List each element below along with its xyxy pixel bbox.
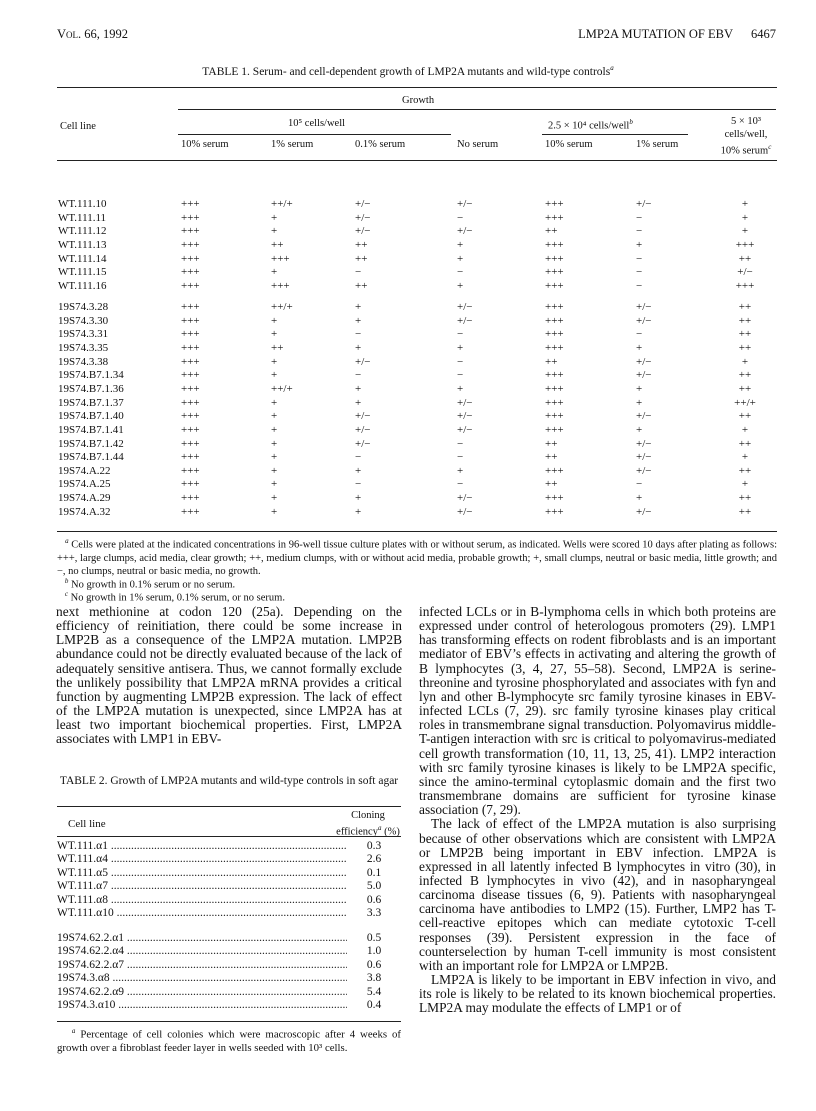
table2-title: TABLE 2. Growth of LMP2A mutants and wild-type controls in soft agar bbox=[59, 775, 399, 787]
cell-line-name: WT.111.α7 ..... bbox=[57, 880, 347, 893]
cell-line-name: WT.111.16 bbox=[58, 279, 107, 292]
cell-line-name: 19S74.62.2.α1 ..... bbox=[57, 932, 347, 945]
growth-value: − bbox=[636, 328, 643, 341]
growth-value: +/− bbox=[636, 505, 652, 518]
table-row bbox=[57, 907, 401, 920]
growth-value: +/− bbox=[355, 198, 371, 210]
cell-line-name: WT.111.α5 ..... bbox=[57, 867, 347, 880]
growth-value: +/− bbox=[457, 225, 473, 238]
growth-value: +++ bbox=[181, 355, 200, 368]
cell-line-name: WT.111.10 bbox=[58, 198, 107, 210]
growth-value: ++ bbox=[738, 369, 752, 382]
growth-value: + bbox=[271, 464, 278, 477]
table-row bbox=[57, 972, 401, 985]
growth-value: +/− bbox=[636, 464, 652, 477]
growth-value: +++ bbox=[181, 478, 200, 491]
growth-value: + bbox=[457, 279, 464, 292]
cell-line-name: 19S74.B7.1.44 bbox=[58, 451, 124, 464]
growth-value: +++ bbox=[181, 266, 200, 279]
growth-value: + bbox=[355, 464, 362, 477]
cell-line-name: WT.111.15 bbox=[58, 266, 107, 279]
growth-value: +++ bbox=[545, 505, 564, 518]
cell-line-name: 19S74.3.α8 ..... bbox=[57, 972, 347, 985]
growth-value: ++ bbox=[738, 464, 752, 477]
growth-value: +++ bbox=[181, 423, 200, 436]
cloning-efficiency-value: 3.8 bbox=[366, 972, 382, 985]
growth-value: ++ bbox=[738, 301, 752, 313]
growth-value: ++ bbox=[738, 410, 752, 423]
growth-value: +/− bbox=[636, 198, 652, 210]
cloning-efficiency-value: 2.6 bbox=[366, 853, 382, 866]
growth-value: +++ bbox=[181, 211, 200, 224]
growth-value: ++ bbox=[738, 341, 752, 354]
cell-line-name: 19S74.A.29 bbox=[58, 492, 111, 505]
subhead-3: No serum bbox=[457, 139, 499, 150]
growth-value: +++ bbox=[181, 492, 200, 505]
right-column-text bbox=[419, 605, 776, 1016]
cell-line-name: WT.111.12 bbox=[58, 225, 107, 238]
growth-value: +/− bbox=[355, 437, 371, 450]
growth-value: + bbox=[741, 211, 749, 224]
table-rule bbox=[57, 836, 401, 837]
table1-caption bbox=[0, 64, 816, 78]
table-row bbox=[57, 853, 401, 866]
growth-value: +++ bbox=[545, 369, 564, 382]
growth-value: +++ bbox=[181, 369, 200, 382]
growth-value: − bbox=[636, 279, 643, 292]
growth-value: +++ bbox=[545, 492, 564, 505]
growth-value: +++ bbox=[181, 341, 200, 354]
cell-line-name: 19S74.A.25 bbox=[58, 478, 111, 491]
cell-line-name: 19S74.3.30 bbox=[58, 314, 109, 327]
growth-value: +++ bbox=[181, 301, 200, 313]
growth-value: ++ bbox=[738, 505, 752, 518]
growth-value: +/− bbox=[636, 369, 652, 382]
growth-value: ++/+ bbox=[271, 198, 293, 210]
cell-line-name: 19S74.62.2.α4 ..... bbox=[57, 945, 347, 958]
subhead-2: 0.1% serum bbox=[355, 139, 406, 150]
table-row bbox=[57, 840, 401, 853]
growth-value: +++ bbox=[545, 464, 564, 477]
growth-value: + bbox=[355, 314, 362, 327]
growth-value: − bbox=[636, 266, 643, 279]
growth-value: + bbox=[271, 492, 278, 505]
growth-value: + bbox=[457, 382, 464, 395]
growth-value: +/− bbox=[355, 410, 371, 423]
page-number: 6467 bbox=[751, 27, 776, 41]
cell-line-name: WT.111.13 bbox=[58, 238, 107, 251]
growth-value: +/− bbox=[457, 505, 473, 518]
growth-value: − bbox=[355, 478, 362, 491]
growth-value: +++ bbox=[181, 238, 200, 251]
growth-value: +++ bbox=[181, 225, 200, 238]
growth-value: +++ bbox=[181, 328, 200, 341]
table-rule bbox=[178, 109, 776, 110]
growth-value: + bbox=[457, 464, 464, 477]
cell-line-name: 19S74.B7.1.40 bbox=[58, 410, 124, 423]
cell-line-name: 19S74.3.38 bbox=[58, 355, 109, 368]
cell-line-name: WT.111.11 bbox=[58, 211, 107, 224]
growth-value: ++/+ bbox=[271, 382, 293, 395]
growth-value: +++ bbox=[545, 382, 564, 395]
growth-value: +++ bbox=[181, 198, 200, 210]
table2-footnote: $^a$ Percentage of cell colonies which were macroscopic after 4 weeks of growth over a fibroblast feeder layer in wells seeded with 10³ cells. bbox=[57, 1027, 401, 1054]
growth-value: + bbox=[355, 396, 362, 409]
growth-value: +/− bbox=[457, 410, 473, 423]
growth-value: +/− bbox=[355, 225, 371, 238]
growth-value: +++ bbox=[181, 382, 200, 395]
growth-value: + bbox=[271, 266, 278, 279]
growth-value: +/− bbox=[355, 355, 371, 368]
paragraph: next methionine at codon 120 (25a). Depending on the efficiency of reinitiation, there could be some increase in LMP2B as a consequence of the LMP2A mutation. LMP2B abundance could not be directly evaluated because of the lack of adequately sensitive antisera. Thus, we cannot formally exclude the unlikely possibility that LMP2A mRNA provides a critical function by augmenting LMP2B expression. The lack of effect of the LMP2A mutation is unexpected, since LMP2A has at least two important biochemical properties. First, LMP2A associates with LMP1 in EBV- bbox=[56, 604, 402, 747]
growth-value: +++ bbox=[545, 396, 564, 409]
growth-value: + bbox=[355, 382, 362, 395]
cloning-efficiency-value: 0.5 bbox=[366, 932, 382, 944]
growth-value: ++ bbox=[738, 382, 752, 395]
growth-value: + bbox=[457, 341, 464, 354]
growth-value: − bbox=[457, 478, 464, 491]
growth-value: ++ bbox=[738, 328, 752, 341]
paragraph: The lack of effect of the LMP2A mutation is also surprising because of other observations which are consistent with LMP2A or LMP2B being important in EBV infection. LMP2A is expressed in all latently infected B lymphocytes in vitro (30), in infected B lymphocytes in vivo (42), and in nasopharyngeal carcinoma disease tissues (6, 9). Patients with nasopharyngeal carcinoma have antibodies to LMP2 (15). Further, LMP2 has T-cell-reactive epitopes which can mediate cytotoxic T-cell responses (39). Persistent expression in the face of counterselection by human T-cell immunity is most consistent with an important role for LMP2A or LMP2B. bbox=[419, 816, 776, 973]
growth-value: ++ bbox=[738, 492, 752, 505]
growth-value: ++ bbox=[271, 238, 284, 251]
growth-value: + bbox=[636, 341, 643, 354]
growth-value: − bbox=[636, 252, 643, 265]
table-rule bbox=[542, 134, 688, 135]
table-row bbox=[57, 932, 401, 945]
growth-value: +/− bbox=[355, 211, 371, 224]
growth-value: +/− bbox=[636, 410, 652, 423]
growth-value: +++ bbox=[181, 396, 200, 409]
paragraph: infected LCLs or in B-lymphoma cells in which both proteins are expressed under control of heterologous promoters (29). LMP1 has transforming effects on rodent fibroblasts and is an important mediator of EBV’s effects in activating and altering the growth of B lymphocytes (3, 4, 27, 55–58). Second, LMP2A is serine-threonine and tyrosine phosphorylated and associates with fyn and lyn and other B-lymphocyte src family tyrosine kinases in EBV-infected LCLs (7, 29). src family tyrosine kinases play critical roles in transmembrane signal transduction. Polyomavirus middle-T-antigen interaction with src is critical to polyomavirus-mediated cell growth transformation (10, 11, 13, 25, 41). LMP2 interaction with src family tyrosine kinases is likely to be LMP2A specific, since the amino-terminal cytoplasmic domain and the first two transmembrane domains are sufficient for tyrosine kinase association (7, 29). bbox=[419, 604, 776, 818]
cell-line-name: 19S74.3.35 bbox=[58, 341, 109, 354]
growth-value: − bbox=[457, 211, 464, 224]
growth-value: − bbox=[457, 451, 464, 464]
growth-value: + bbox=[636, 396, 643, 409]
growth-value: − bbox=[355, 369, 362, 382]
left-column-text bbox=[56, 605, 402, 747]
growth-value: +/− bbox=[636, 314, 652, 327]
growth-value: + bbox=[355, 505, 362, 518]
cell-line-header: Cell line bbox=[60, 121, 96, 132]
growth-value: +++ bbox=[735, 279, 755, 292]
growth-value: +++ bbox=[545, 328, 564, 341]
growth-value: + bbox=[636, 382, 643, 395]
cell-line-name: 19S74.3.α10 ..... bbox=[57, 999, 347, 1012]
cloning-efficiency-header: Cloning efficiency$^a$ (%) bbox=[336, 810, 400, 838]
subhead-5: 1% serum bbox=[636, 139, 679, 150]
group2-header: 2.5 × 10⁴ cells/well$^b$ bbox=[548, 118, 633, 132]
growth-value: +/− bbox=[457, 492, 473, 505]
growth-value: +++ bbox=[181, 451, 200, 464]
growth-value: ++ bbox=[545, 437, 558, 450]
growth-header: Growth bbox=[402, 95, 435, 106]
table1-footnote-a: $^a$ Cells were plated at the indicated concentrations in 96-well tissue culture plates with or without serum, as indicated. Wells were scored 10 days after plating as follows: +++, large clumps, acid media, clear growth; ++, medium clumps, with or without acid media, probable growth; +, small clumps, neutral or basic media, little growth; and −, no clumps, neutral or basic media, no growth. bbox=[57, 537, 778, 577]
growth-value: +++ bbox=[181, 314, 200, 327]
growth-value: +/− bbox=[737, 266, 753, 279]
growth-value: +++ bbox=[181, 410, 200, 423]
growth-value: + bbox=[741, 355, 749, 368]
growth-value: + bbox=[271, 437, 278, 450]
growth-value: ++/+ bbox=[271, 301, 293, 313]
growth-value: +++ bbox=[545, 198, 564, 210]
cell-line-name: WT.111.α8 ..... bbox=[57, 894, 347, 907]
cloning-efficiency-value: 3.3 bbox=[366, 907, 382, 919]
growth-value: +++ bbox=[545, 279, 564, 292]
growth-value: +++ bbox=[181, 437, 200, 450]
cell-line-name: 19S74.3.31 bbox=[58, 328, 109, 341]
running-title: LMP2A MUTATION OF EBV bbox=[578, 27, 733, 41]
growth-value: + bbox=[741, 451, 749, 464]
footnote-mark: a bbox=[610, 64, 614, 72]
growth-value: +/− bbox=[355, 423, 371, 436]
growth-value: + bbox=[271, 423, 278, 436]
growth-value: − bbox=[636, 211, 643, 224]
table-row bbox=[57, 945, 401, 958]
table-rule bbox=[57, 87, 777, 88]
table-row bbox=[57, 986, 401, 999]
growth-value: + bbox=[271, 396, 278, 409]
cell-line-name: 19S74.3.28 bbox=[58, 301, 109, 313]
growth-value: ++ bbox=[355, 238, 368, 251]
growth-value: +++ bbox=[545, 301, 564, 313]
growth-value: + bbox=[271, 211, 278, 224]
growth-value: + bbox=[741, 225, 749, 238]
growth-value: +++ bbox=[545, 341, 564, 354]
growth-value: + bbox=[741, 198, 749, 210]
table1-title: TABLE 1. Serum- and cell-dependent growth of LMP2A mutants and wild-type controls bbox=[202, 65, 611, 78]
growth-value: − bbox=[457, 328, 464, 341]
cloning-efficiency-value: 0.6 bbox=[366, 958, 382, 971]
paragraph: LMP2A is likely to be important in EBV infection in vivo, and its role is likely to be related to its known biochemical properties. LMP2A may modulate the effects of LMP1 or of bbox=[419, 972, 776, 1016]
growth-value: ++ bbox=[545, 355, 558, 368]
cell-line-name: 19S74.B7.1.36 bbox=[58, 382, 124, 395]
growth-value: + bbox=[271, 451, 278, 464]
subhead-1: 1% serum bbox=[271, 139, 314, 150]
growth-value: + bbox=[741, 478, 749, 491]
growth-value: + bbox=[457, 238, 464, 251]
growth-value: + bbox=[271, 328, 278, 341]
growth-value: + bbox=[271, 355, 278, 368]
growth-value: + bbox=[636, 238, 643, 251]
cloning-efficiency-value: 1.0 bbox=[366, 945, 382, 958]
cloning-efficiency-value: 0.1 bbox=[366, 866, 382, 879]
growth-value: + bbox=[457, 252, 464, 265]
cell-line-name: WT.111.α10 ..... bbox=[57, 907, 347, 920]
growth-value: + bbox=[271, 505, 278, 518]
growth-value: ++ bbox=[545, 451, 558, 464]
growth-value: +++ bbox=[181, 252, 200, 265]
growth-value: +++ bbox=[735, 238, 755, 251]
table-rule bbox=[57, 531, 777, 532]
growth-value: +/− bbox=[636, 437, 652, 450]
growth-value: +/− bbox=[457, 314, 473, 327]
growth-value: + bbox=[636, 423, 643, 436]
growth-value: − bbox=[457, 266, 464, 279]
growth-value: + bbox=[636, 492, 643, 505]
growth-value: ++ bbox=[738, 437, 752, 450]
growth-value: + bbox=[271, 314, 278, 327]
growth-value: ++/+ bbox=[734, 396, 756, 409]
table-row bbox=[57, 867, 401, 880]
cell-line-name: 19S74.B7.1.34 bbox=[58, 369, 124, 382]
cell-line-name: WT.111.α4 ..... bbox=[57, 853, 347, 866]
growth-value: − bbox=[636, 478, 643, 491]
growth-value: − bbox=[457, 355, 464, 368]
cell-line-name: WT.111.14 bbox=[58, 252, 107, 265]
growth-value: + bbox=[271, 225, 278, 238]
growth-value: + bbox=[741, 423, 749, 436]
growth-value: + bbox=[271, 410, 278, 423]
growth-value: +/− bbox=[636, 451, 652, 464]
growth-value: ++ bbox=[738, 314, 752, 327]
cell-line-name: WT.111.α1 ..... bbox=[57, 840, 347, 853]
table-row bbox=[57, 959, 401, 972]
running-header-title bbox=[578, 27, 776, 42]
cell-line-name: 19S74.62.2.α9 ..... bbox=[57, 986, 347, 999]
growth-value: − bbox=[457, 369, 464, 382]
subhead-0: 10% serum bbox=[181, 139, 229, 150]
growth-value: ++ bbox=[545, 225, 558, 238]
table-rule bbox=[57, 1021, 401, 1022]
growth-value: ++ bbox=[355, 279, 368, 292]
growth-value: − bbox=[355, 266, 362, 279]
growth-value: +++ bbox=[545, 238, 564, 251]
cloning-efficiency-value: 5.4 bbox=[366, 985, 382, 998]
growth-value: ++ bbox=[738, 252, 752, 265]
table-rule bbox=[178, 134, 451, 135]
growth-value: +++ bbox=[545, 211, 564, 224]
cell-line-name: 19S74.B7.1.42 bbox=[58, 437, 124, 450]
growth-value: +++ bbox=[545, 423, 564, 436]
growth-value: − bbox=[457, 437, 464, 450]
growth-value: +/− bbox=[457, 423, 473, 436]
growth-value: +++ bbox=[271, 252, 290, 265]
growth-value: +/− bbox=[457, 396, 473, 409]
table-rule bbox=[57, 806, 401, 807]
group1-header: 10⁵ cells/well bbox=[288, 118, 346, 129]
cell-line-name: 19S74.A.32 bbox=[58, 505, 111, 518]
cell-line-name: 19S74.B7.1.37 bbox=[58, 396, 124, 409]
growth-value: +++ bbox=[545, 410, 564, 423]
growth-value: +++ bbox=[181, 505, 200, 518]
growth-value: ++ bbox=[271, 341, 284, 354]
table1-footnote-c: $^c$ No growth in 1% serum, 0.1% serum, or no serum. bbox=[64, 590, 285, 604]
table-rule bbox=[57, 160, 777, 161]
table1-footnote-b: $^b$ No growth in 0.1% serum or no serum. bbox=[64, 577, 236, 591]
growth-value: − bbox=[636, 225, 643, 238]
table-row bbox=[57, 999, 401, 1012]
group3-header: 5 × 10³ cells/well, 10% serum$^c$ bbox=[720, 116, 772, 157]
cloning-efficiency-value: 5.0 bbox=[366, 880, 382, 893]
growth-value: +/− bbox=[636, 355, 652, 368]
growth-value: +++ bbox=[545, 314, 564, 327]
running-header-volume: Vol. 66, 1992 bbox=[57, 27, 129, 41]
growth-value: +++ bbox=[181, 279, 200, 292]
growth-value: +++ bbox=[545, 252, 564, 265]
growth-value: +++ bbox=[545, 266, 564, 279]
cloning-efficiency-value: 0.4 bbox=[366, 999, 382, 1011]
cloning-efficiency-value: 0.3 bbox=[366, 840, 382, 852]
cell-line-name: 19S74.B7.1.41 bbox=[58, 423, 124, 436]
cloning-efficiency-value: 0.6 bbox=[366, 893, 382, 906]
subhead-4: 10% serum bbox=[545, 139, 593, 150]
growth-value: +/− bbox=[636, 301, 652, 313]
cell-line-name: 19S74.A.22 bbox=[58, 464, 111, 477]
growth-value: ++ bbox=[355, 252, 368, 265]
growth-value: +++ bbox=[181, 464, 200, 477]
growth-value: − bbox=[355, 451, 362, 464]
growth-value: + bbox=[271, 478, 278, 491]
growth-value: +++ bbox=[271, 279, 290, 292]
growth-value: − bbox=[355, 328, 362, 341]
table-row bbox=[57, 894, 401, 907]
growth-value: + bbox=[355, 492, 362, 505]
growth-value: + bbox=[355, 301, 362, 313]
growth-value: +/− bbox=[457, 198, 473, 210]
cell-line-name: 19S74.62.2.α7 ..... bbox=[57, 959, 347, 972]
growth-value: ++ bbox=[545, 478, 558, 491]
cell-line-header: Cell line bbox=[68, 818, 106, 830]
growth-value: + bbox=[271, 369, 278, 382]
table-row bbox=[57, 880, 401, 893]
growth-value: +/− bbox=[457, 301, 473, 313]
growth-value: + bbox=[355, 341, 362, 354]
